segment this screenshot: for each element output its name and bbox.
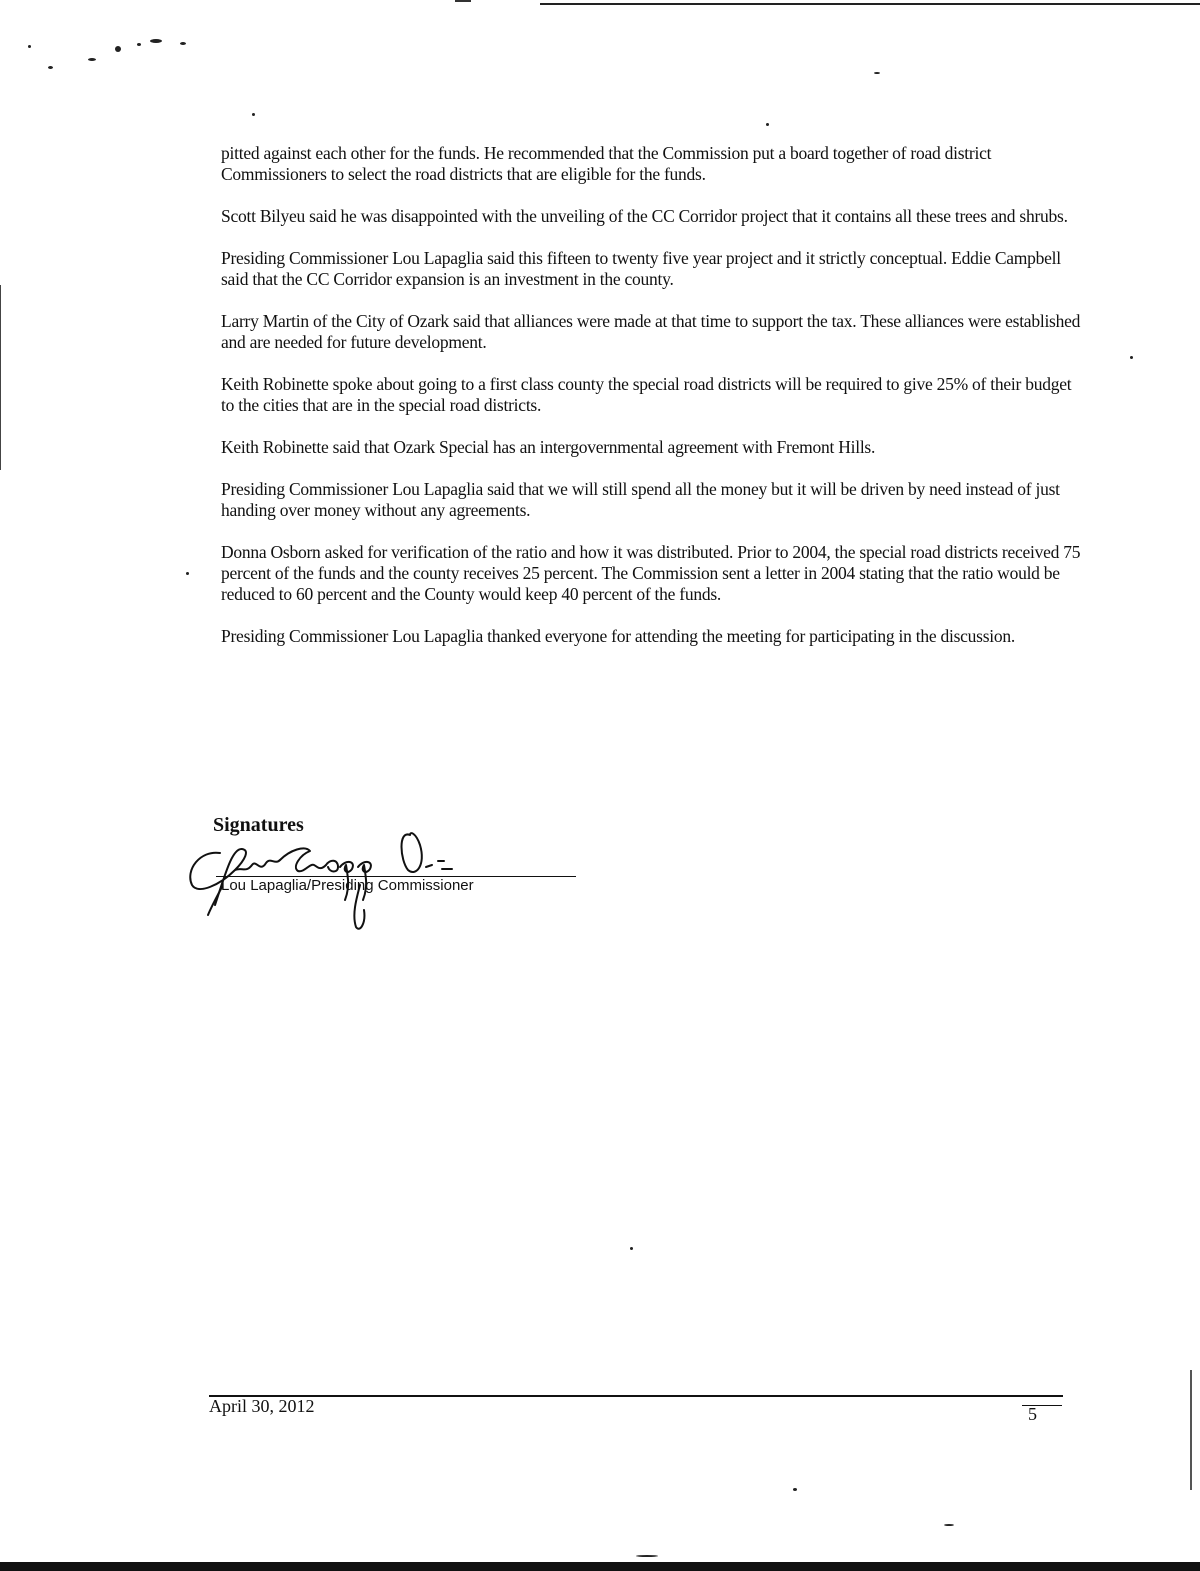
scan-speck [28,45,31,48]
scan-speck [1130,356,1133,359]
scan-speck [944,1524,954,1526]
signatures-heading: Signatures [213,814,304,836]
scan-artifact [455,0,471,2]
footer-date: April 30, 2012 [209,1396,315,1416]
scan-artifact [0,285,1,470]
paragraph: Scott Bilyeu said he was disappointed with the unveiling of the CC Corridor project that it contains all these trees and shrubs. [221,206,1068,226]
scan-speck [793,1488,797,1491]
paragraph: Keith Robinette spoke about going to a first class county the special road districts will be required to give 25% of their budget to the cities that are in the special road districts. [221,374,1072,415]
scan-speck [630,1247,633,1250]
handwritten-signature [180,815,480,935]
minutes-body [221,143,1081,668]
scan-speck [186,572,189,575]
scan-artifact [1190,1370,1192,1490]
scan-artifact [0,1562,1200,1571]
scan-speck [115,46,121,52]
scan-speck [766,123,769,126]
paragraph: Presiding Commissioner Lou Lapaglia thanked everyone for attending the meeting for participating in the discussion. [221,626,1016,646]
paragraph: Presiding Commissioner Lou Lapaglia said that we will still spend all the money but it will be driven by need instead of just handing over money without any agreements. [221,479,1060,520]
footer-rule [209,1395,1063,1397]
scan-speck [252,113,255,116]
paragraph: Presiding Commissioner Lou Lapaglia said this fifteen to twenty five year project and it strictly conceptual. Eddie Campbell said that the CC Corridor expansion is an investment in the county. [221,248,1061,289]
scan-speck [137,43,141,46]
scan-speck [150,39,162,43]
paragraph: pitted against each other for the funds. He recommended that the Commission put a board together of road district Commissioners to select the road districts that are eligible for the funds. [221,143,992,184]
scan-artifact [540,3,1200,5]
paragraph: Keith Robinette said that Ozark Special has an intergovernmental agreement with Fremont Hills. [221,437,876,457]
paragraph: Donna Osborn asked for verification of the ratio and how it was distributed. Prior to 2004, the special road districts received 75 percent of the funds and the county receives 25 percent. The Commission sent a letter in 2004 stating that the ratio would be reduced to 60 percent and the County would keep 40 percent of the funds. [221,542,1081,604]
scan-speck [88,58,96,61]
scan-speck [636,1555,658,1557]
signer-name: Lou Lapaglia/Presiding Commissioner [221,877,474,894]
scan-speck [48,66,53,69]
paragraph: Larry Martin of the City of Ozark said that alliances were made at that time to support the tax. These alliances were established and are needed for future development. [221,311,1081,352]
page-number: 5 [1028,1404,1037,1424]
scan-speck [874,72,880,74]
scan-speck [180,42,186,45]
